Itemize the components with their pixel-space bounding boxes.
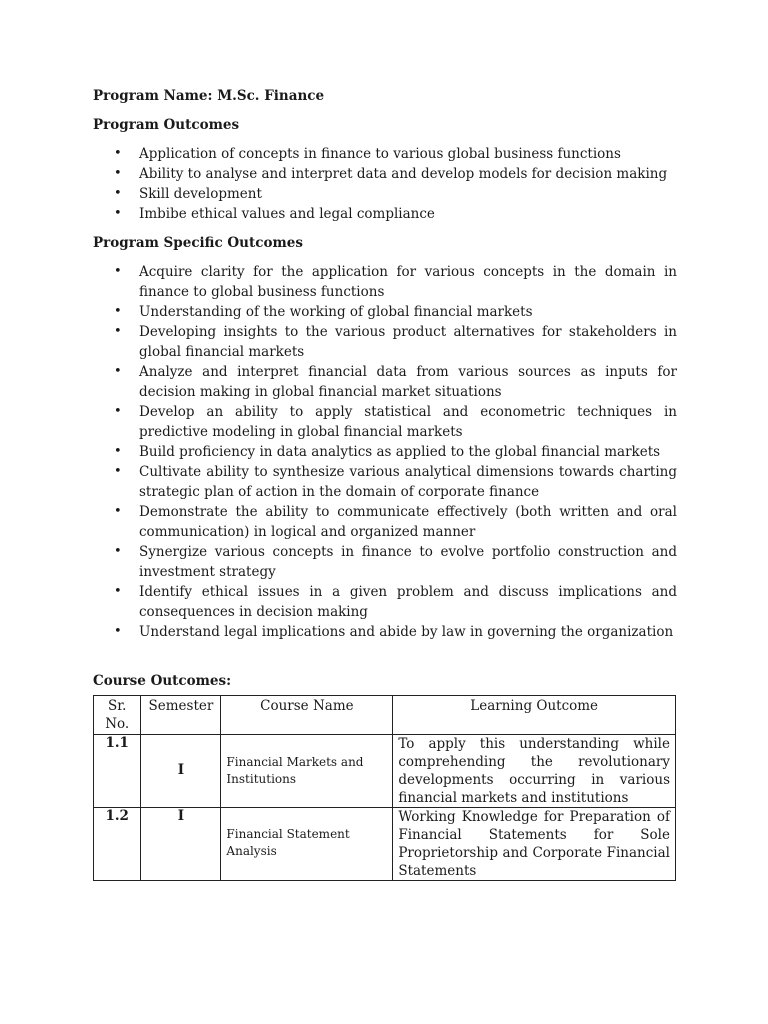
list-item-text: Build proficiency in data analytics as applied to the global financial markets <box>139 444 661 460</box>
bullet-icon: • <box>114 624 122 639</box>
column-header-learning-outcome: Learning Outcome <box>393 696 676 735</box>
bullet-icon: • <box>114 264 122 279</box>
cell-course-name <box>221 735 393 808</box>
column-header-sr-no: Sr. No. <box>94 696 141 735</box>
bullet-icon: • <box>114 444 122 459</box>
list-item <box>93 402 677 442</box>
bullet-icon: • <box>114 504 122 519</box>
list-item <box>93 184 677 204</box>
list-item-text: Acquire clarity for the application for various concepts in the domain in finance to global business functions <box>139 264 677 300</box>
list-item-text: Cultivate ability to synthesize various analytical dimensions towards charting strategic plan of action in the domain of corporate finance <box>139 464 677 500</box>
table-row <box>94 735 676 808</box>
cell-course-name <box>221 808 393 881</box>
list-item <box>93 144 677 164</box>
list-item-text: Skill development <box>139 186 262 202</box>
cell-learning-outcome: To apply this understanding while comprehending the revolutionary developments occurring in various financial markets and institutions <box>393 735 676 808</box>
list-item-text: Develop an ability to apply statistical and econometric techniques in predictive modeling in global financial markets <box>139 404 677 440</box>
bullet-icon: • <box>114 304 122 319</box>
bullet-icon: • <box>114 364 122 379</box>
column-header-course-name: Course Name <box>221 696 393 735</box>
list-item <box>93 322 677 362</box>
column-header-semester: Semester <box>141 696 221 735</box>
bullet-icon: • <box>114 206 122 221</box>
list-item-text: Synergize various concepts in finance to evolve portfolio construction and investment strategy <box>139 544 677 580</box>
list-item-text: Ability to analyse and interpret data and develop models for decision making <box>139 166 668 182</box>
cell-course-name-value: Financial Markets and Institutions <box>226 755 364 786</box>
bullet-icon: • <box>114 584 122 599</box>
cell-sr-no: 1.2 <box>94 808 141 881</box>
program-specific-outcomes-heading: Program Specific Outcomes <box>93 235 303 251</box>
cell-learning-outcome: Working Knowledge for Preparation of Financial Statements for Sole Proprietorship and Corporate Financial Statements <box>393 808 676 881</box>
list-item <box>93 362 677 402</box>
bullet-icon: • <box>114 166 122 181</box>
cell-semester-value: I <box>177 762 185 778</box>
list-item-text: Understanding of the working of global financial markets <box>139 304 533 320</box>
course-outcomes-heading: Course Outcomes: <box>93 673 232 689</box>
bullet-icon: • <box>114 186 122 201</box>
list-item <box>93 164 677 184</box>
list-item-text: Analyze and interpret financial data from various sources as inputs for decision making in global financial market situations <box>139 364 677 400</box>
cell-semester: I <box>141 808 221 881</box>
document-page <box>93 86 677 881</box>
list-item-text: Demonstrate the ability to communicate effectively (both written and oral communication) in logical and organized manner <box>139 504 677 540</box>
bullet-icon: • <box>114 464 122 479</box>
course-outcomes-table <box>93 695 676 881</box>
list-item <box>93 204 677 224</box>
list-item-text: Developing insights to the various product alternatives for stakeholders in global financial markets <box>139 324 677 360</box>
list-item <box>93 262 677 302</box>
cell-course-name-value: Financial Statement Analysis <box>226 827 350 858</box>
list-item-text: Understand legal implications and abide by law in governing the organization <box>139 624 674 640</box>
bullet-icon: • <box>114 544 122 559</box>
list-item <box>93 302 677 322</box>
program-outcomes-list <box>93 144 677 224</box>
table-header-row <box>94 696 676 735</box>
list-item <box>93 582 677 622</box>
program-name: Program Name: M.Sc. Finance <box>93 88 325 104</box>
list-item <box>93 442 677 462</box>
list-item <box>93 542 677 582</box>
cell-semester <box>141 735 221 808</box>
list-item <box>93 462 677 502</box>
list-item <box>93 502 677 542</box>
program-outcomes-heading: Program Outcomes <box>93 117 240 133</box>
program-specific-outcomes-list <box>93 262 677 642</box>
list-item-text: Identify ethical issues in a given problem and discuss implications and consequences in decision making <box>139 584 677 620</box>
list-item-text: Imbibe ethical values and legal compliance <box>139 206 435 222</box>
cell-sr-no: 1.1 <box>94 735 141 808</box>
table-row <box>94 808 676 881</box>
bullet-icon: • <box>114 324 122 339</box>
list-item-text: Application of concepts in finance to various global business functions <box>139 146 621 162</box>
bullet-icon: • <box>114 404 122 419</box>
bullet-icon: • <box>114 146 122 161</box>
list-item <box>93 622 677 642</box>
